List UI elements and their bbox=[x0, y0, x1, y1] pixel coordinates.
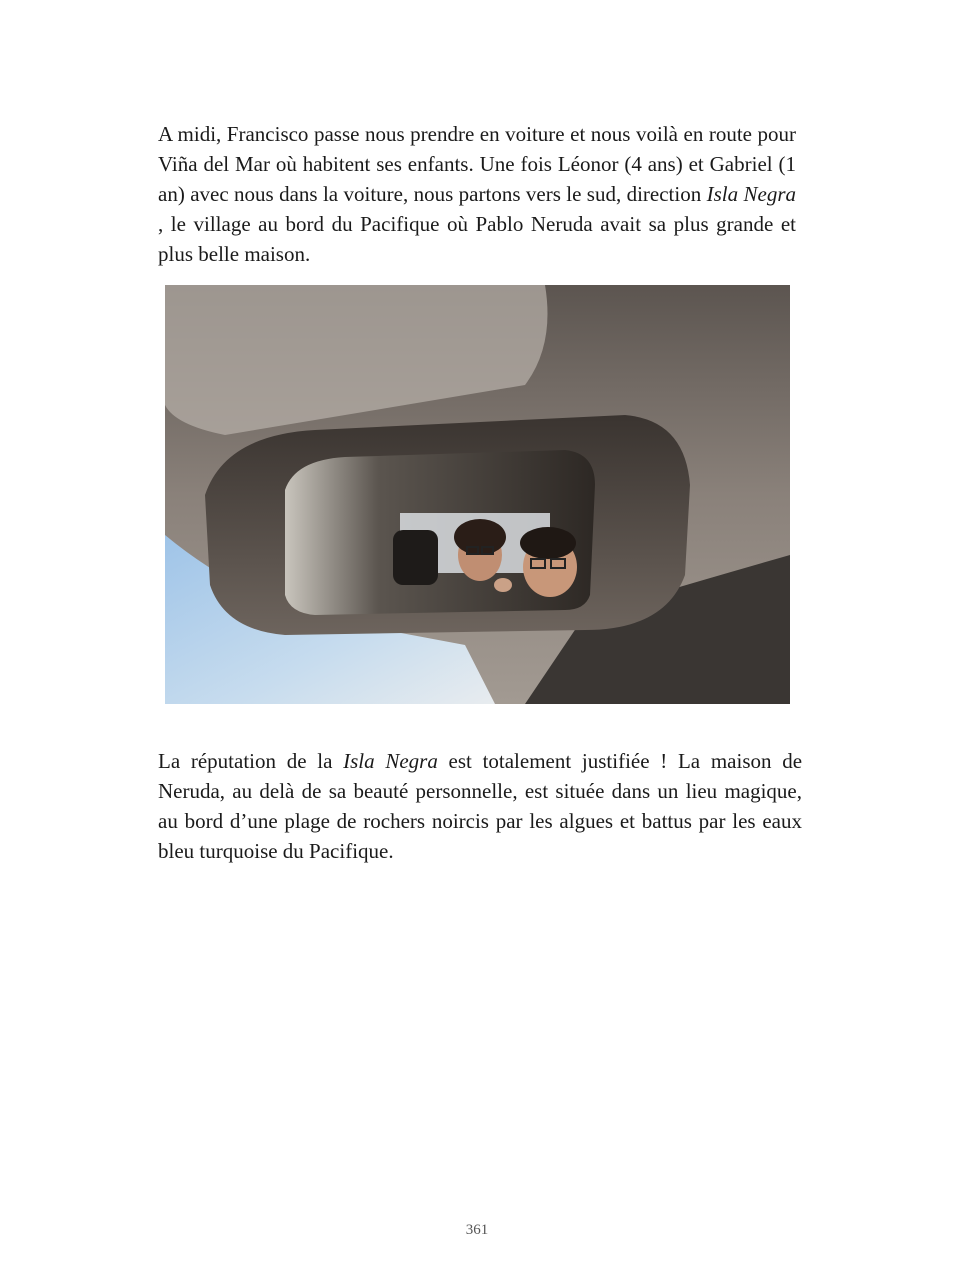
paragraph-isla-negra-text-2: est totalement justifiée ! La maison de Neruda, au delà de sa beauté personnelle, est située dans un lieu magique, au bord d’une plage de rochers noircis par les algues et battus par les eaux bleu turquoise du Pacifique. bbox=[158, 749, 803, 863]
paragraph-isla-negra bbox=[158, 746, 802, 866]
paragraph-intro-text-2: , le village au bord du Pacifique où Pablo Neruda avait sa plus grande et plus belle maison. bbox=[158, 212, 796, 266]
paragraph-isla-negra-text-1: La réputation de la bbox=[158, 749, 344, 773]
paragraph-intro bbox=[158, 119, 796, 269]
place-name-italic: Isla Negra bbox=[706, 182, 797, 206]
place-name-italic: Isla Negra bbox=[343, 749, 438, 773]
rearview-mirror-photo bbox=[165, 285, 790, 704]
page-number: 361 bbox=[465, 1222, 489, 1238]
paragraph-intro-text-1: A midi, Francisco passe nous prendre en voiture et nous voilà en route pour Viña del Mar où habitent ses enfants. Une fois Léonor (4 ans) et Gabriel (1 an) avec nous dans la voiture, nous partons vers le sud, direction bbox=[158, 122, 796, 206]
